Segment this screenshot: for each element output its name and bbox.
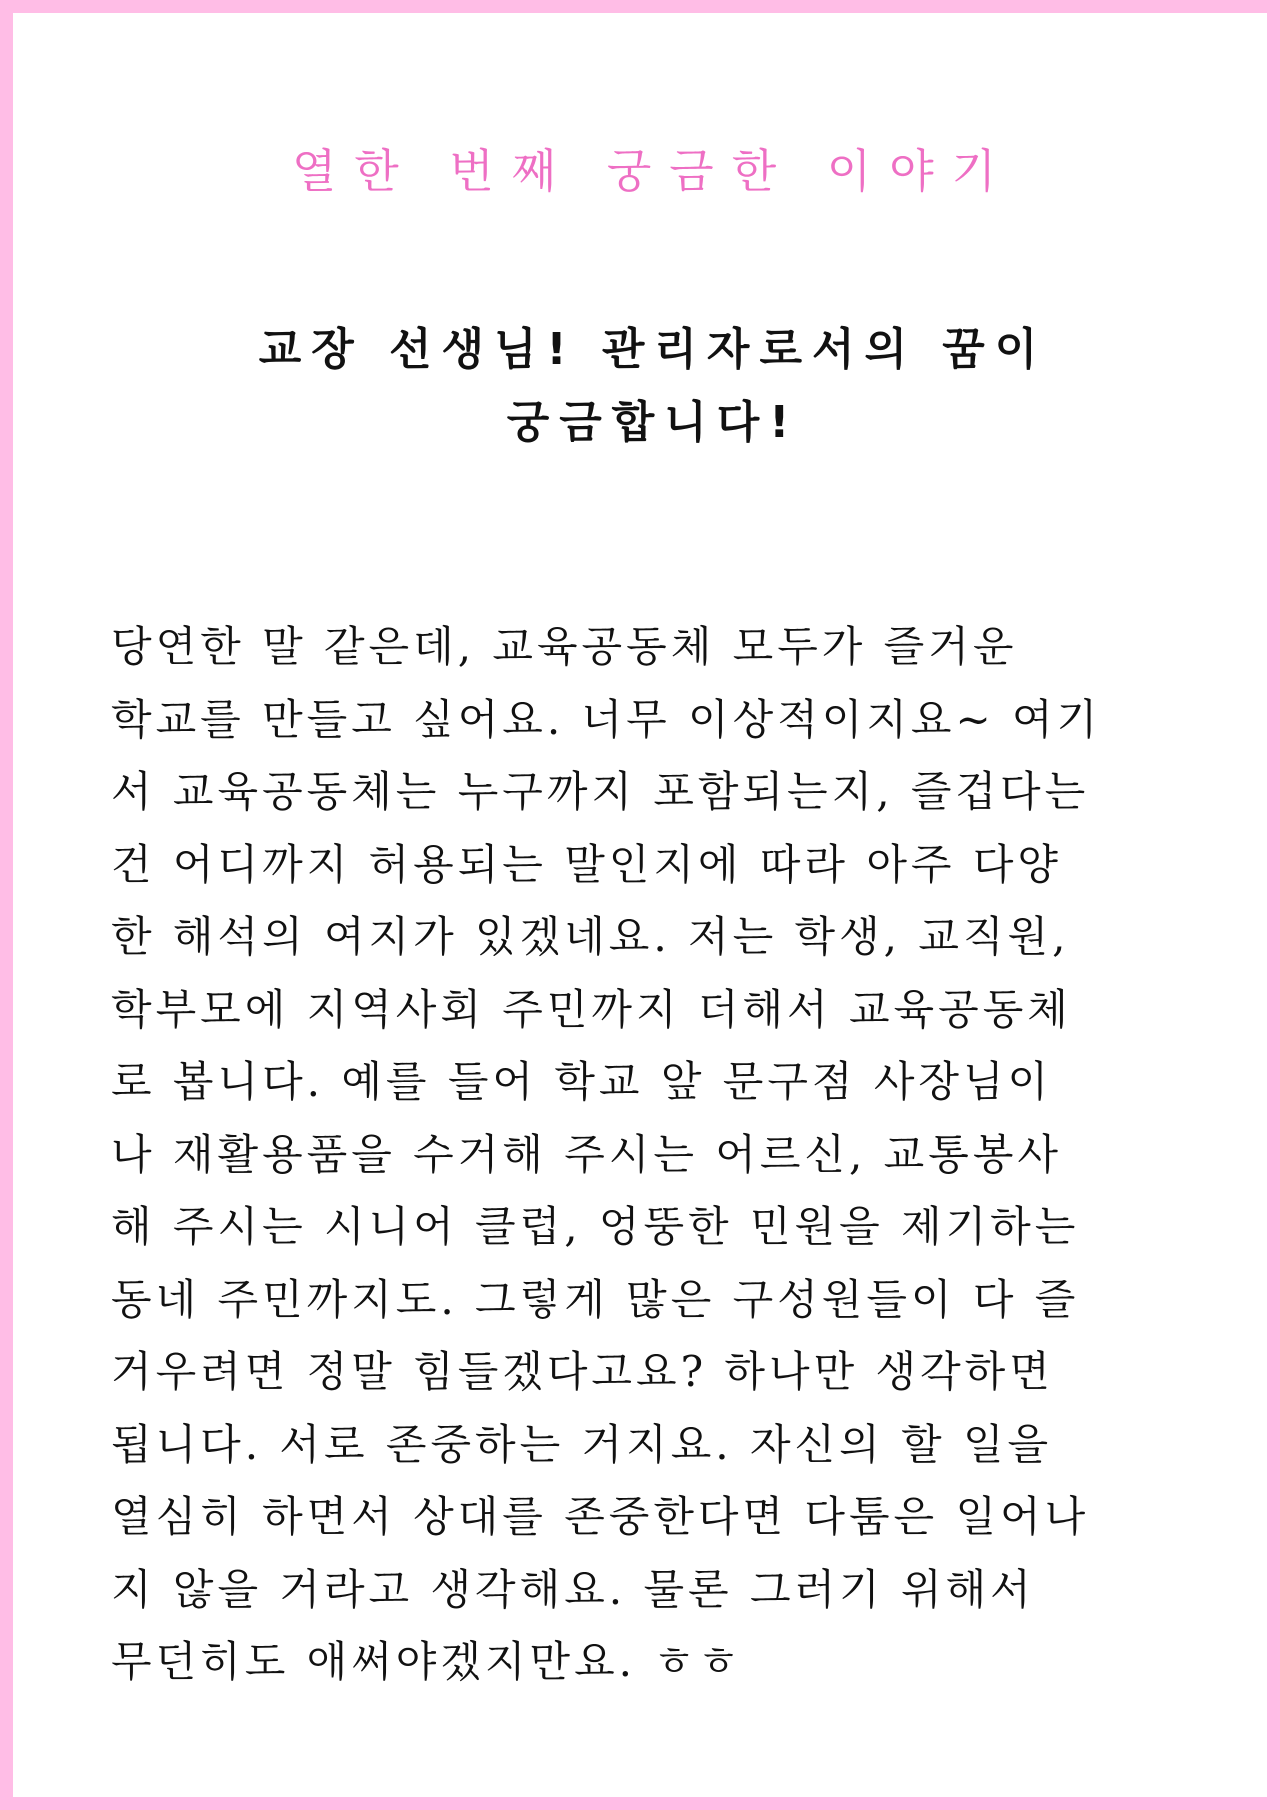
body-line: 해 주시는 시니어 클럽, 엉뚱한 민원을 제기하는 bbox=[111, 1202, 1080, 1251]
chapter-title: 열한 번째 궁금한 이야기 bbox=[291, 144, 1015, 198]
body-line: 서 교육공동체는 누구까지 포함되는지, 즐겁다는 bbox=[111, 767, 1090, 816]
body-line: 지 않을 거라고 생각해요. 물론 그러기 위해서 bbox=[111, 1564, 1035, 1614]
body-line: 동네 주민까지도. 그렇게 많은 구성원들이 다 즐 bbox=[111, 1274, 1080, 1324]
body-line: 한 해석의 여지가 있겠네요. 저는 학생, 교직원, bbox=[111, 912, 1070, 961]
body-line: 나 재활용품을 수거해 주시는 어르신, 교통봉사 bbox=[111, 1129, 1062, 1179]
body-line: 열심히 하면서 상대를 존중한다면 다툼은 일어나 bbox=[111, 1492, 1090, 1541]
body-line: 학부모에 지역사회 주민까지 더해서 교육공동체 bbox=[111, 984, 1072, 1034]
body-line: 무던히도 애써야겠지만요. ㅎㅎ bbox=[111, 1637, 743, 1686]
question-heading bbox=[153, 309, 1153, 454]
body-line: 당연한 말 같은데, 교육공동체 모두가 즐거운 bbox=[111, 622, 1018, 671]
body-line: 거우려면 정말 힘들겠다고요? 하나만 생각하면 bbox=[111, 1347, 1054, 1396]
question-line: 궁금합니다! bbox=[506, 396, 800, 448]
body-line: 학교를 만들고 싶어요. 너무 이상적이지요~ 여기 bbox=[111, 694, 1102, 744]
body-line: 로 봅니다. 예를 들어 학교 앞 문구점 사장님이 bbox=[111, 1057, 1053, 1106]
question-line: 교장 선생님! 관리자로서의 꿈이 bbox=[258, 324, 1048, 375]
body-line: 됩니다. 서로 존중하는 거지요. 자신의 할 일을 bbox=[111, 1419, 1053, 1469]
body-line: 건 어디까지 허용되는 말인지에 따라 아주 다양 bbox=[111, 839, 1062, 889]
body-paragraph bbox=[111, 611, 1196, 1699]
